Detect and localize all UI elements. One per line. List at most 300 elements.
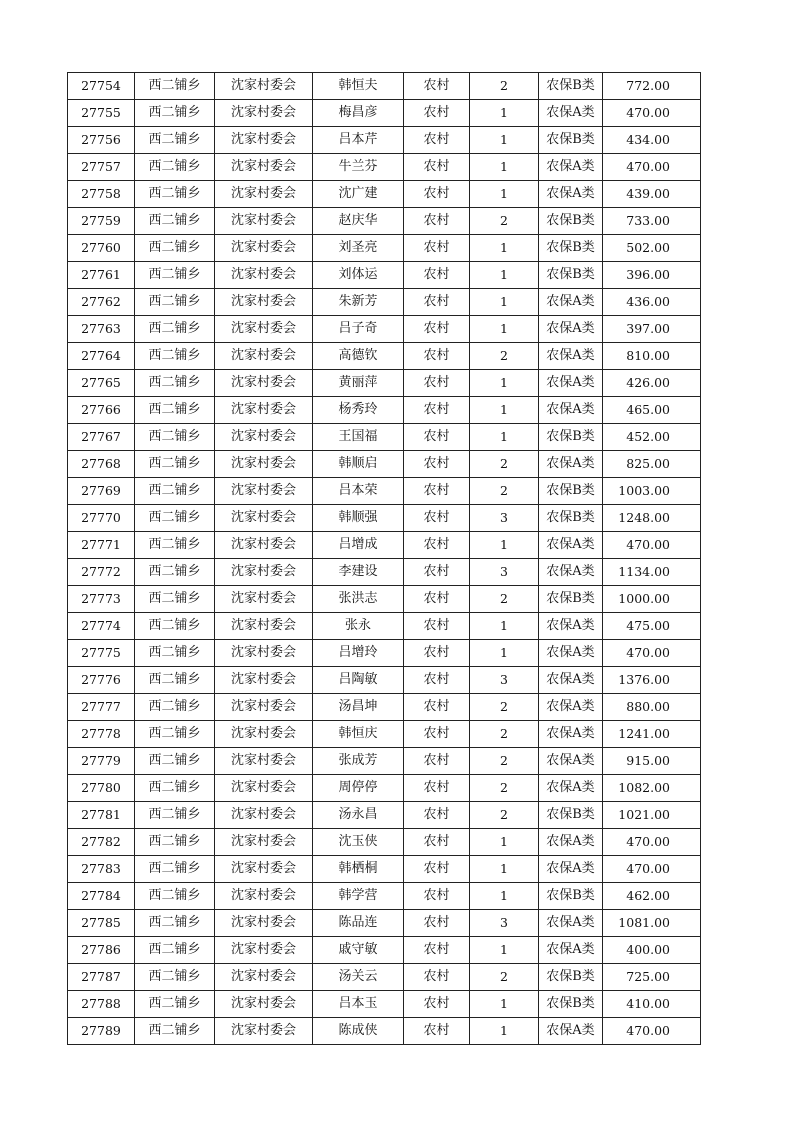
table-row [68, 991, 701, 1018]
name-cell: 张成芳 [313, 748, 404, 775]
amount-cell: 880.00 [603, 694, 701, 721]
name-cell: 高德钦 [313, 343, 404, 370]
household-size-cell: 1 [470, 262, 539, 289]
household-size-cell: 2 [470, 721, 539, 748]
township-cell: 西二铺乡 [135, 586, 215, 613]
village-committee-cell: 沈家村委会 [215, 451, 313, 478]
area-type-cell: 农村 [404, 910, 470, 937]
area-type-cell: 农村 [404, 343, 470, 370]
household-size-cell: 2 [470, 451, 539, 478]
household-size-cell: 1 [470, 532, 539, 559]
household-size-cell: 2 [470, 694, 539, 721]
township-cell: 西二铺乡 [135, 640, 215, 667]
serial-number-cell: 27773 [68, 586, 135, 613]
area-type-cell: 农村 [404, 370, 470, 397]
serial-number-cell: 27787 [68, 964, 135, 991]
area-type-cell: 农村 [404, 829, 470, 856]
area-type-cell: 农村 [404, 262, 470, 289]
name-cell: 王国福 [313, 424, 404, 451]
amount-cell: 470.00 [603, 640, 701, 667]
name-cell: 吕本芹 [313, 127, 404, 154]
household-size-cell: 2 [470, 748, 539, 775]
table-row [68, 154, 701, 181]
amount-cell: 465.00 [603, 397, 701, 424]
table-row [68, 316, 701, 343]
amount-cell: 1081.00 [603, 910, 701, 937]
township-cell: 西二铺乡 [135, 937, 215, 964]
township-cell: 西二铺乡 [135, 694, 215, 721]
serial-number-cell: 27780 [68, 775, 135, 802]
insurance-category-cell: 农保A类 [539, 1018, 603, 1045]
household-size-cell: 2 [470, 208, 539, 235]
table-row [68, 181, 701, 208]
village-committee-cell: 沈家村委会 [215, 559, 313, 586]
village-committee-cell: 沈家村委会 [215, 964, 313, 991]
village-committee-cell: 沈家村委会 [215, 721, 313, 748]
township-cell: 西二铺乡 [135, 775, 215, 802]
serial-number-cell: 27766 [68, 397, 135, 424]
insurance-category-cell: 农保A类 [539, 532, 603, 559]
name-cell: 戚守敏 [313, 937, 404, 964]
insurance-category-cell: 农保A类 [539, 397, 603, 424]
area-type-cell: 农村 [404, 289, 470, 316]
table-row [68, 262, 701, 289]
area-type-cell: 农村 [404, 991, 470, 1018]
table-row [68, 73, 701, 100]
insurance-category-cell: 农保A类 [539, 937, 603, 964]
township-cell: 西二铺乡 [135, 856, 215, 883]
amount-cell: 810.00 [603, 343, 701, 370]
insurance-category-cell: 农保A类 [539, 748, 603, 775]
area-type-cell: 农村 [404, 640, 470, 667]
township-cell: 西二铺乡 [135, 748, 215, 775]
area-type-cell: 农村 [404, 586, 470, 613]
serial-number-cell: 27785 [68, 910, 135, 937]
township-cell: 西二铺乡 [135, 829, 215, 856]
insurance-category-cell: 农保A类 [539, 667, 603, 694]
insurance-category-cell: 农保A类 [539, 613, 603, 640]
name-cell: 沈玉侠 [313, 829, 404, 856]
name-cell: 张永 [313, 613, 404, 640]
serial-number-cell: 27768 [68, 451, 135, 478]
township-cell: 西二铺乡 [135, 127, 215, 154]
amount-cell: 400.00 [603, 937, 701, 964]
household-size-cell: 1 [470, 1018, 539, 1045]
serial-number-cell: 27763 [68, 316, 135, 343]
name-cell: 赵庆华 [313, 208, 404, 235]
township-cell: 西二铺乡 [135, 991, 215, 1018]
area-type-cell: 农村 [404, 208, 470, 235]
village-committee-cell: 沈家村委会 [215, 586, 313, 613]
table-row [68, 1018, 701, 1045]
amount-cell: 915.00 [603, 748, 701, 775]
household-size-cell: 1 [470, 640, 539, 667]
name-cell: 韩顺强 [313, 505, 404, 532]
area-type-cell: 农村 [404, 505, 470, 532]
amount-cell: 825.00 [603, 451, 701, 478]
serial-number-cell: 27774 [68, 613, 135, 640]
serial-number-cell: 27767 [68, 424, 135, 451]
household-size-cell: 2 [470, 775, 539, 802]
amount-cell: 470.00 [603, 100, 701, 127]
village-committee-cell: 沈家村委会 [215, 73, 313, 100]
village-committee-cell: 沈家村委会 [215, 397, 313, 424]
amount-cell: 1134.00 [603, 559, 701, 586]
serial-number-cell: 27775 [68, 640, 135, 667]
serial-number-cell: 27756 [68, 127, 135, 154]
table-row [68, 478, 701, 505]
township-cell: 西二铺乡 [135, 1018, 215, 1045]
township-cell: 西二铺乡 [135, 478, 215, 505]
area-type-cell: 农村 [404, 802, 470, 829]
village-committee-cell: 沈家村委会 [215, 127, 313, 154]
serial-number-cell: 27776 [68, 667, 135, 694]
household-size-cell: 2 [470, 478, 539, 505]
household-size-cell: 1 [470, 235, 539, 262]
amount-cell: 410.00 [603, 991, 701, 1018]
household-size-cell: 3 [470, 559, 539, 586]
amount-cell: 470.00 [603, 532, 701, 559]
name-cell: 汤永昌 [313, 802, 404, 829]
township-cell: 西二铺乡 [135, 73, 215, 100]
name-cell: 刘体运 [313, 262, 404, 289]
township-cell: 西二铺乡 [135, 451, 215, 478]
amount-cell: 772.00 [603, 73, 701, 100]
household-size-cell: 3 [470, 910, 539, 937]
table-row [68, 208, 701, 235]
table-row [68, 856, 701, 883]
table-row [68, 937, 701, 964]
insurance-category-cell: 农保A类 [539, 370, 603, 397]
area-type-cell: 农村 [404, 937, 470, 964]
area-type-cell: 农村 [404, 154, 470, 181]
township-cell: 西二铺乡 [135, 505, 215, 532]
household-size-cell: 1 [470, 991, 539, 1018]
name-cell: 汤昌坤 [313, 694, 404, 721]
village-committee-cell: 沈家村委会 [215, 505, 313, 532]
insurance-category-cell: 农保A类 [539, 100, 603, 127]
insurance-category-cell: 农保A类 [539, 775, 603, 802]
area-type-cell: 农村 [404, 1018, 470, 1045]
serial-number-cell: 27765 [68, 370, 135, 397]
serial-number-cell: 27754 [68, 73, 135, 100]
township-cell: 西二铺乡 [135, 802, 215, 829]
amount-cell: 1241.00 [603, 721, 701, 748]
table-row [68, 586, 701, 613]
village-committee-cell: 沈家村委会 [215, 478, 313, 505]
area-type-cell: 农村 [404, 721, 470, 748]
name-cell: 韩栖桐 [313, 856, 404, 883]
township-cell: 西二铺乡 [135, 343, 215, 370]
serial-number-cell: 27779 [68, 748, 135, 775]
name-cell: 韩恒夫 [313, 73, 404, 100]
name-cell: 吕陶敏 [313, 667, 404, 694]
table-row [68, 667, 701, 694]
village-committee-cell: 沈家村委会 [215, 370, 313, 397]
village-committee-cell: 沈家村委会 [215, 208, 313, 235]
area-type-cell: 农村 [404, 181, 470, 208]
area-type-cell: 农村 [404, 775, 470, 802]
table-row [68, 883, 701, 910]
name-cell: 张洪志 [313, 586, 404, 613]
insurance-category-cell: 农保B类 [539, 964, 603, 991]
area-type-cell: 农村 [404, 559, 470, 586]
name-cell: 韩学营 [313, 883, 404, 910]
name-cell: 陈成侠 [313, 1018, 404, 1045]
name-cell: 梅昌彦 [313, 100, 404, 127]
amount-cell: 1376.00 [603, 667, 701, 694]
table-row [68, 964, 701, 991]
name-cell: 韩恒庆 [313, 721, 404, 748]
area-type-cell: 农村 [404, 667, 470, 694]
table-row [68, 613, 701, 640]
village-committee-cell: 沈家村委会 [215, 343, 313, 370]
household-size-cell: 3 [470, 667, 539, 694]
area-type-cell: 农村 [404, 613, 470, 640]
household-size-cell: 1 [470, 289, 539, 316]
village-committee-cell: 沈家村委会 [215, 802, 313, 829]
insurance-category-cell: 农保B类 [539, 127, 603, 154]
insurance-category-cell: 农保B类 [539, 802, 603, 829]
table-row [68, 127, 701, 154]
area-type-cell: 农村 [404, 316, 470, 343]
township-cell: 西二铺乡 [135, 613, 215, 640]
township-cell: 西二铺乡 [135, 532, 215, 559]
insurance-category-cell: 农保B类 [539, 262, 603, 289]
household-size-cell: 3 [470, 505, 539, 532]
table-row [68, 532, 701, 559]
table-row [68, 505, 701, 532]
household-size-cell: 1 [470, 883, 539, 910]
serial-number-cell: 27782 [68, 829, 135, 856]
area-type-cell: 农村 [404, 235, 470, 262]
township-cell: 西二铺乡 [135, 964, 215, 991]
name-cell: 韩顺启 [313, 451, 404, 478]
township-cell: 西二铺乡 [135, 316, 215, 343]
amount-cell: 470.00 [603, 856, 701, 883]
area-type-cell: 农村 [404, 478, 470, 505]
serial-number-cell: 27788 [68, 991, 135, 1018]
table-row [68, 370, 701, 397]
area-type-cell: 农村 [404, 748, 470, 775]
serial-number-cell: 27761 [68, 262, 135, 289]
name-cell: 吕增玲 [313, 640, 404, 667]
insurance-category-cell: 农保A类 [539, 910, 603, 937]
table-row [68, 721, 701, 748]
area-type-cell: 农村 [404, 451, 470, 478]
amount-cell: 470.00 [603, 1018, 701, 1045]
village-committee-cell: 沈家村委会 [215, 424, 313, 451]
insurance-category-cell: 农保A类 [539, 856, 603, 883]
household-size-cell: 1 [470, 100, 539, 127]
insurance-category-cell: 农保A类 [539, 559, 603, 586]
amount-cell: 426.00 [603, 370, 701, 397]
household-size-cell: 1 [470, 154, 539, 181]
table-row [68, 829, 701, 856]
amount-cell: 434.00 [603, 127, 701, 154]
village-committee-cell: 沈家村委会 [215, 910, 313, 937]
table-row [68, 289, 701, 316]
table-row [68, 802, 701, 829]
table-row [68, 694, 701, 721]
serial-number-cell: 27786 [68, 937, 135, 964]
amount-cell: 1000.00 [603, 586, 701, 613]
table-row [68, 640, 701, 667]
insurance-category-cell: 农保B类 [539, 235, 603, 262]
household-size-cell: 1 [470, 370, 539, 397]
village-committee-cell: 沈家村委会 [215, 829, 313, 856]
name-cell: 吕子奇 [313, 316, 404, 343]
serial-number-cell: 27757 [68, 154, 135, 181]
name-cell: 黄丽萍 [313, 370, 404, 397]
serial-number-cell: 27769 [68, 478, 135, 505]
allowance-table [67, 72, 701, 1045]
name-cell: 牛兰芬 [313, 154, 404, 181]
insurance-category-cell: 农保A类 [539, 721, 603, 748]
amount-cell: 436.00 [603, 289, 701, 316]
township-cell: 西二铺乡 [135, 667, 215, 694]
serial-number-cell: 27760 [68, 235, 135, 262]
serial-number-cell: 27777 [68, 694, 135, 721]
table-row [68, 451, 701, 478]
amount-cell: 475.00 [603, 613, 701, 640]
village-committee-cell: 沈家村委会 [215, 289, 313, 316]
insurance-category-cell: 农保B类 [539, 478, 603, 505]
serial-number-cell: 27784 [68, 883, 135, 910]
area-type-cell: 农村 [404, 883, 470, 910]
village-committee-cell: 沈家村委会 [215, 883, 313, 910]
village-committee-cell: 沈家村委会 [215, 667, 313, 694]
area-type-cell: 农村 [404, 73, 470, 100]
insurance-category-cell: 农保A类 [539, 181, 603, 208]
name-cell: 陈品连 [313, 910, 404, 937]
insurance-category-cell: 农保A类 [539, 289, 603, 316]
village-committee-cell: 沈家村委会 [215, 613, 313, 640]
serial-number-cell: 27764 [68, 343, 135, 370]
amount-cell: 502.00 [603, 235, 701, 262]
household-size-cell: 1 [470, 181, 539, 208]
township-cell: 西二铺乡 [135, 208, 215, 235]
insurance-category-cell: 农保B类 [539, 73, 603, 100]
township-cell: 西二铺乡 [135, 370, 215, 397]
name-cell: 汤关云 [313, 964, 404, 991]
village-committee-cell: 沈家村委会 [215, 262, 313, 289]
insurance-category-cell: 农保A类 [539, 343, 603, 370]
township-cell: 西二铺乡 [135, 397, 215, 424]
insurance-category-cell: 农保A类 [539, 154, 603, 181]
serial-number-cell: 27770 [68, 505, 135, 532]
insurance-category-cell: 农保A类 [539, 451, 603, 478]
amount-cell: 470.00 [603, 829, 701, 856]
village-committee-cell: 沈家村委会 [215, 748, 313, 775]
serial-number-cell: 27759 [68, 208, 135, 235]
insurance-category-cell: 农保B类 [539, 883, 603, 910]
amount-cell: 725.00 [603, 964, 701, 991]
table-row [68, 343, 701, 370]
table-row [68, 424, 701, 451]
township-cell: 西二铺乡 [135, 424, 215, 451]
serial-number-cell: 27783 [68, 856, 135, 883]
village-committee-cell: 沈家村委会 [215, 181, 313, 208]
amount-cell: 396.00 [603, 262, 701, 289]
village-committee-cell: 沈家村委会 [215, 694, 313, 721]
name-cell: 李建设 [313, 559, 404, 586]
township-cell: 西二铺乡 [135, 721, 215, 748]
serial-number-cell: 27789 [68, 1018, 135, 1045]
serial-number-cell: 27755 [68, 100, 135, 127]
household-size-cell: 1 [470, 127, 539, 154]
amount-cell: 1248.00 [603, 505, 701, 532]
township-cell: 西二铺乡 [135, 910, 215, 937]
table-row [68, 559, 701, 586]
township-cell: 西二铺乡 [135, 559, 215, 586]
household-size-cell: 2 [470, 964, 539, 991]
township-cell: 西二铺乡 [135, 289, 215, 316]
table-row [68, 910, 701, 937]
amount-cell: 397.00 [603, 316, 701, 343]
insurance-category-cell: 农保A类 [539, 640, 603, 667]
area-type-cell: 农村 [404, 100, 470, 127]
household-size-cell: 1 [470, 829, 539, 856]
insurance-category-cell: 农保A类 [539, 316, 603, 343]
township-cell: 西二铺乡 [135, 100, 215, 127]
amount-cell: 452.00 [603, 424, 701, 451]
table-row [68, 397, 701, 424]
amount-cell: 1003.00 [603, 478, 701, 505]
amount-cell: 1021.00 [603, 802, 701, 829]
name-cell: 沈广建 [313, 181, 404, 208]
serial-number-cell: 27778 [68, 721, 135, 748]
serial-number-cell: 27781 [68, 802, 135, 829]
village-committee-cell: 沈家村委会 [215, 775, 313, 802]
household-size-cell: 1 [470, 613, 539, 640]
table-body [68, 73, 701, 1045]
name-cell: 朱新芳 [313, 289, 404, 316]
township-cell: 西二铺乡 [135, 262, 215, 289]
table-row [68, 100, 701, 127]
amount-cell: 470.00 [603, 154, 701, 181]
table-row [68, 235, 701, 262]
name-cell: 杨秀玲 [313, 397, 404, 424]
area-type-cell: 农村 [404, 856, 470, 883]
insurance-category-cell: 农保A类 [539, 829, 603, 856]
area-type-cell: 农村 [404, 397, 470, 424]
village-committee-cell: 沈家村委会 [215, 991, 313, 1018]
household-size-cell: 1 [470, 856, 539, 883]
insurance-category-cell: 农保B类 [539, 208, 603, 235]
serial-number-cell: 27772 [68, 559, 135, 586]
area-type-cell: 农村 [404, 694, 470, 721]
township-cell: 西二铺乡 [135, 154, 215, 181]
amount-cell: 733.00 [603, 208, 701, 235]
amount-cell: 1082.00 [603, 775, 701, 802]
household-size-cell: 2 [470, 73, 539, 100]
household-size-cell: 2 [470, 586, 539, 613]
village-committee-cell: 沈家村委会 [215, 100, 313, 127]
name-cell: 周停停 [313, 775, 404, 802]
township-cell: 西二铺乡 [135, 235, 215, 262]
village-committee-cell: 沈家村委会 [215, 937, 313, 964]
serial-number-cell: 27762 [68, 289, 135, 316]
village-committee-cell: 沈家村委会 [215, 856, 313, 883]
area-type-cell: 农村 [404, 964, 470, 991]
name-cell: 吕本荣 [313, 478, 404, 505]
area-type-cell: 农村 [404, 127, 470, 154]
insurance-category-cell: 农保A类 [539, 694, 603, 721]
village-committee-cell: 沈家村委会 [215, 1018, 313, 1045]
name-cell: 吕本玉 [313, 991, 404, 1018]
township-cell: 西二铺乡 [135, 181, 215, 208]
